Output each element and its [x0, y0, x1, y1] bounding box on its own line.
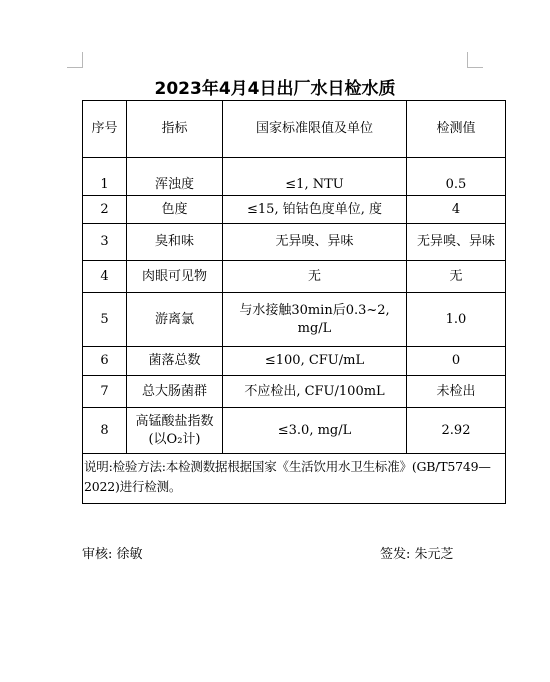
table-row: [83, 196, 506, 224]
limit-cell: ≤100, CFU/mL: [223, 347, 407, 376]
crop-mark-top-left: [67, 52, 83, 68]
indicator-cell: 菌落总数: [127, 347, 223, 376]
value-cell: 无异嗅、异味: [407, 224, 506, 261]
indicator-cell: 游离氯: [127, 293, 223, 347]
table-row: [83, 376, 506, 408]
indicator-cell: 色度: [127, 196, 223, 224]
indicator-line: (以O₂计): [148, 431, 201, 447]
value-cell: 4: [407, 196, 506, 224]
row-number: 7: [83, 376, 127, 408]
value-cell: 0: [407, 347, 506, 376]
limit-line: 与水接触30min后0.3~2,: [239, 302, 390, 318]
row-number: 4: [83, 261, 127, 293]
row-number: 5: [83, 293, 127, 347]
table-row: [83, 261, 506, 293]
row-number: 1: [83, 158, 127, 196]
table-row: [83, 224, 506, 261]
indicator-cell: 浑浊度: [127, 158, 223, 196]
row-number: 8: [83, 408, 127, 454]
limit-cell: ≤1, NTU: [223, 158, 407, 196]
row-number: 2: [83, 196, 127, 224]
value-cell: 未检出: [407, 376, 506, 408]
document-title: 2023年4月4日出厂水日检水质: [154, 79, 396, 99]
header-cell: 检测值: [407, 101, 506, 158]
value-cell: 0.5: [407, 158, 506, 196]
table-row: [83, 293, 506, 347]
header-cell: 国家标准限值及单位: [223, 101, 407, 158]
value-cell: 2.92: [407, 408, 506, 454]
reviewer-signature: 审核: 徐敏: [82, 547, 143, 562]
limit-cell: 无: [223, 261, 407, 293]
indicator-cell: 总大肠菌群: [127, 376, 223, 408]
limit-cell: 不应检出, CFU/100mL: [223, 376, 407, 408]
water-quality-table: [82, 100, 506, 504]
row-number: 3: [83, 224, 127, 261]
limit-cell: [223, 293, 407, 347]
value-cell: 无: [407, 261, 506, 293]
limit-cell: ≤15, 铂钴色度单位, 度: [223, 196, 407, 224]
table-header-row: [83, 101, 506, 158]
indicator-cell: 肉眼可见物: [127, 261, 223, 293]
indicator-cell: 臭和味: [127, 224, 223, 261]
limit-cell: 无异嗅、异味: [223, 224, 407, 261]
crop-mark-top-right: [467, 52, 483, 68]
value-cell: 1.0: [407, 293, 506, 347]
limit-cell: ≤3.0, mg/L: [223, 408, 407, 454]
issuer-signature: 签发: 朱元芝: [380, 547, 454, 562]
table-note-row: [83, 454, 506, 504]
indicator-cell: [127, 408, 223, 454]
row-number: 6: [83, 347, 127, 376]
table-row: [83, 347, 506, 376]
header-cell: 指标: [127, 101, 223, 158]
table-row: [83, 408, 506, 454]
note-text: 说明:检验方法:本检测数据根据国家《生活饮用水卫生标准》(GB/T5749—2022)进行检测。: [83, 454, 506, 504]
limit-line: mg/L: [297, 320, 332, 336]
table-row: [83, 158, 506, 196]
indicator-line: 高锰酸盐指数: [135, 413, 214, 429]
header-cell: 序号: [83, 101, 127, 158]
